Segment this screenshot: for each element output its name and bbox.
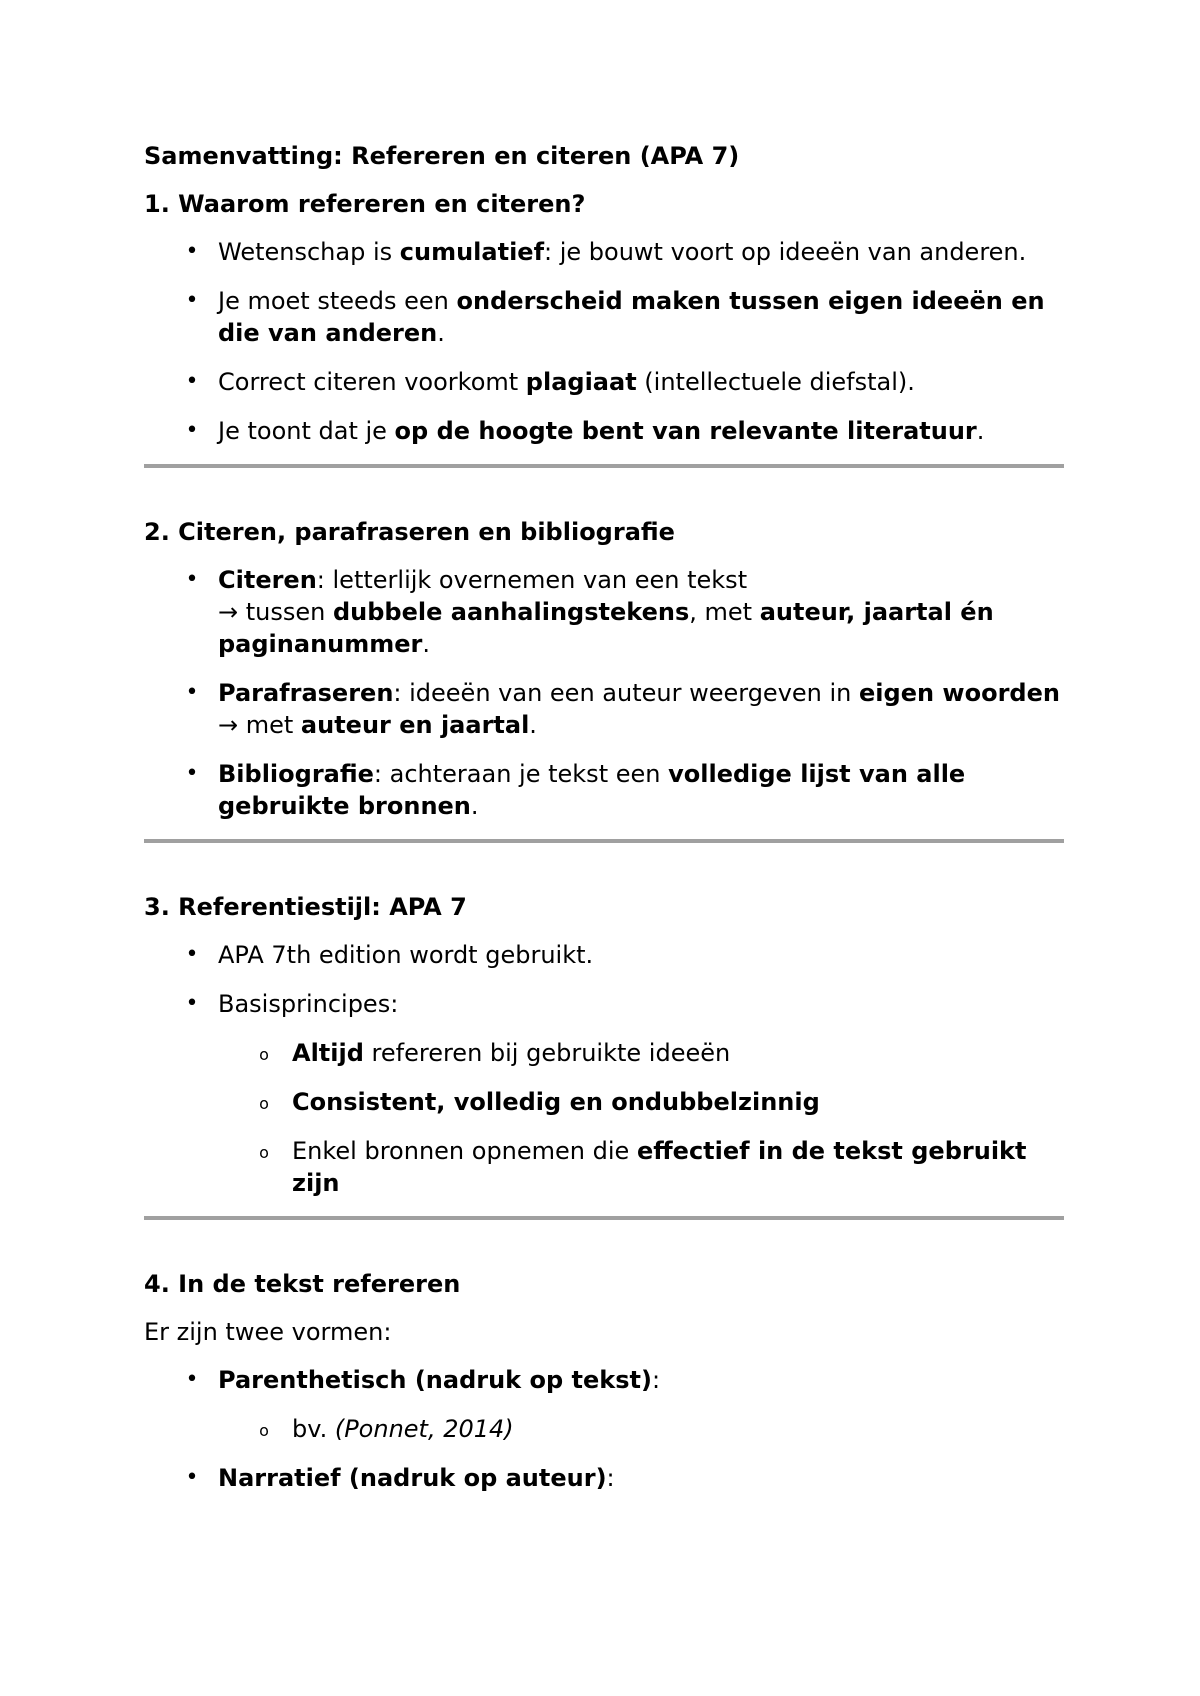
bullet-icon: • <box>185 942 199 967</box>
list-item: • Narratief (nadruk op auteur): <box>144 1462 1064 1494</box>
sub-bullet-icon: o <box>259 1143 269 1162</box>
bullet-list <box>144 564 1064 822</box>
bullet-icon: • <box>185 369 199 394</box>
list-item: • Bibliografie: achteraan je tekst een volledige lijst van alle gebruikte bronnen. <box>144 758 1064 822</box>
document-title: Samenvatting: Refereren en citeren (APA 7) <box>144 142 740 170</box>
horizontal-divider <box>144 464 1064 468</box>
list-item: • Wetenschap is cumulatief: je bouwt voort op ideeën van anderen. <box>144 236 1064 268</box>
bullet-icon: • <box>185 288 199 313</box>
bullet-list <box>144 236 1064 447</box>
section-heading: 2. Citeren, parafraseren en bibliografie <box>144 518 675 546</box>
sub-bullet-icon: o <box>259 1045 269 1064</box>
section-heading: 3. Referentiestijl: APA 7 <box>144 893 467 921</box>
list-item: • Citeren: letterlijk overnemen van een tekst → tussen dubbele aanhalingstekens, met auteur, jaartal én paginanummer. <box>144 564 1064 660</box>
sub-bullet-list <box>218 1037 1064 1199</box>
sub-bullet-icon: o <box>259 1094 269 1113</box>
list-item: • Je moet steeds een onderscheid maken tussen eigen ideeën en die van anderen. <box>144 285 1064 349</box>
sub-list-item: o Altijd refereren bij gebruikte ideeën <box>218 1037 1064 1069</box>
sub-list-item: o Enkel bronnen opnemen die effectief in de tekst gebruikt zijn <box>218 1135 1064 1199</box>
bullet-icon: • <box>185 567 199 592</box>
list-item: • APA 7th edition wordt gebruikt. <box>144 939 1064 971</box>
sub-list-item: o bv. (Ponnet, 2014) <box>218 1413 1064 1445</box>
sub-bullet-list <box>218 1413 1064 1445</box>
horizontal-divider <box>144 1216 1064 1220</box>
section-heading: 4. In de tekst refereren <box>144 1270 461 1298</box>
sub-bullet-icon: o <box>259 1421 269 1440</box>
bullet-icon: • <box>185 680 199 705</box>
list-item: • Correct citeren voorkomt plagiaat (intellectuele diefstal). <box>144 366 1064 398</box>
bullet-list <box>144 939 1064 1199</box>
bullet-icon: • <box>185 418 199 443</box>
bullet-list <box>144 1364 1064 1494</box>
bullet-icon: • <box>185 761 199 786</box>
bullet-icon: • <box>185 1465 199 1490</box>
section-heading: 1. Waarom refereren en citeren? <box>144 190 586 218</box>
document-page <box>144 140 1064 1511</box>
bullet-icon: • <box>185 1367 199 1392</box>
list-item: • Je toont dat je op de hoogte bent van relevante literatuur. <box>144 415 1064 447</box>
horizontal-divider <box>144 839 1064 843</box>
sub-list-item: o Consistent, volledig en ondubbelzinnig <box>218 1086 1064 1118</box>
section-intro: Er zijn twee vormen: <box>144 1318 392 1346</box>
bullet-icon: • <box>185 991 199 1016</box>
list-item: • Basisprincipes: o Altijd refereren bij gebruikte ideeën o Consistent, volledig en ondubbelzinnig o Enkel bronnen opnemen die effectief in de tekst gebruikt zijn <box>144 988 1064 1199</box>
list-item: • Parenthetisch (nadruk op tekst): o bv. (Ponnet, 2014) <box>144 1364 1064 1445</box>
bullet-icon: • <box>185 239 199 264</box>
list-item: • Parafraseren: ideeën van een auteur weergeven in eigen woorden → met auteur en jaartal. <box>144 677 1064 741</box>
